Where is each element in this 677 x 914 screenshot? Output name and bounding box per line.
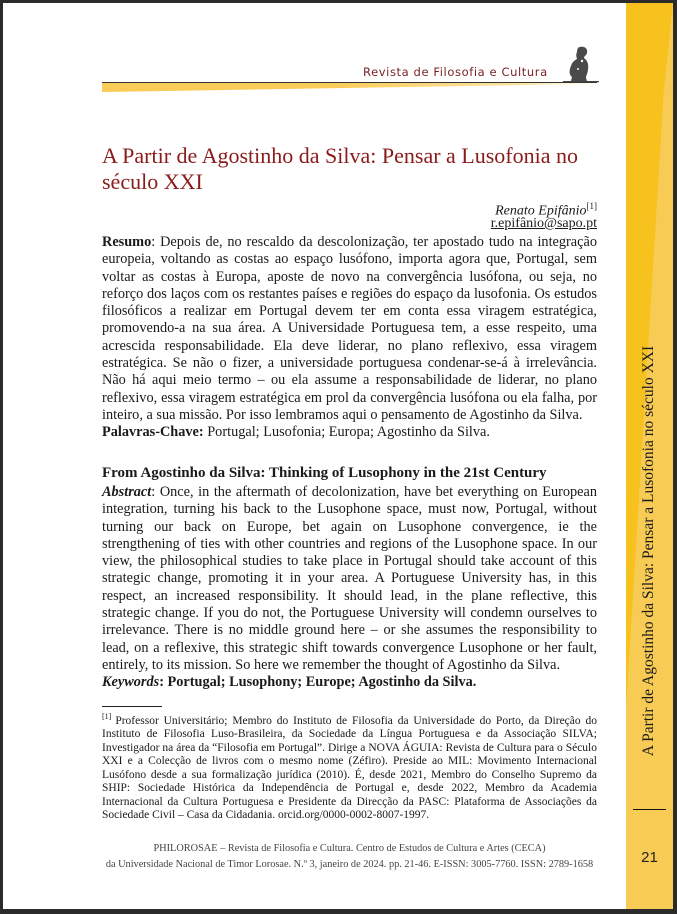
journal-header-title: Revista de Filosofia e Cultura bbox=[363, 65, 548, 79]
thinker-silhouette-icon bbox=[563, 45, 599, 83]
resumo-label: Resumo bbox=[102, 234, 152, 250]
footnote-text: Professor Universitário; Membro do Instituto de Filosofia da Universidade do Porto, da Direção do Instituto de Filosofia Luso-Brasileira, da Sociedade da Língua Portuguesa e da Associação SILVA; Investigador na área da “Filosofia em Portugal”. Dirige a NOVA ÁGUIA: Revista de Cultura para o Século XXI e a Colecção de livros com o mesmo nome (Zéfiro). Preside ao MIL: Movimento Internacional Lusófono desde a sua formalização jurídica (2010). É, desde 2021, Membro do Conselho Supremo da SHIP: Sociedade Histórica da Independência de Portugal e, desde 2022, Membro da Academia Internacional da Cultura Portuguesa e Presidente da Direcção da PASC: Plataforma de Associações da Sociedade Civil – Casa da Cidadania. orcid.org/0000-0002-8007-1997. bbox=[102, 714, 597, 822]
footnote bbox=[102, 710, 597, 823]
abstract-text: : Once, in the aftermath of decolonization, have bet everything on European integration, turning his back to the Lusophone space, must now, Portugal, without turning our back on Europe, bet again on Lusophone convergence, ie the strengthening of ties with other countries and regions of the Lusophone space. In our view, the philosophical studies to take place in Portugal should take account of this strategic change, promoting it in your area. A Portuguese University has, in this respect, an increased responsibility. It should lead, in the plane reflective, this strategic change. If you do not, the Portuguese University will condemn ourselves to irrelevance. There is no middle ground here – or she assumes the responsibility to lead, on a reflexive, this strategic shift towards convergence Lusophone or her fault, entirely, to its mission. So here we remember the thought of Agostinho da Silva. bbox=[102, 484, 597, 673]
english-title: From Agostinho da Silva: Thinking of Lusophony in the 21st Century bbox=[102, 465, 547, 481]
header-accent-strip bbox=[102, 83, 597, 92]
footer-line-1: PHILOROSAE – Revista de Filosofia e Cultura. Centro de Estudos de Cultura e Artes (CECA) bbox=[153, 843, 546, 854]
palavras-chave-label: Palavras-Chave: bbox=[102, 424, 204, 441]
author-email-link[interactable]: r.epifânio@sapo.pt bbox=[490, 216, 597, 231]
keywords-label: Keywords bbox=[102, 674, 160, 691]
header-rule bbox=[102, 82, 597, 83]
footnote-ref: [1] bbox=[102, 712, 112, 721]
article-title: A Partir de Agostinho da Silva: Pensar a Lusofonia no século XXI bbox=[102, 143, 578, 194]
resumo-section bbox=[102, 234, 597, 442]
palavras-chave-values: Portugal; Lusofonia; Europa; Agostinho da Silva. bbox=[203, 424, 490, 441]
document-page bbox=[3, 3, 673, 909]
footnote-separator bbox=[102, 706, 162, 707]
author-footnote-ref[interactable]: [1] bbox=[586, 201, 597, 211]
abstract-label: Abstract bbox=[102, 484, 152, 500]
page-footer bbox=[102, 841, 597, 873]
resumo-text: : Depois de, no rescaldo da descolonização, ter apostado tudo na integração europeia, voltando as costas ao espaço lusófono, importa agora que, Portugal, sem voltar as costas à Europa, aposte de novo na convergência lusófona, ou seja, no reforço dos laços com os restantes países e regiões do espaço da lusofonia. Os estudos filosóficos a realizar em Portugal devem ter em conta essa viragem estratégica, promovendo-a na sua área. A Universidade Portuguesa tem, a esse respeito, uma acrescida responsabilidade. Ela deve liderar, no plano reflexivo, essa viragem estratégica. Se não o fizer, a universidade portuguesa condenar-se-á à irrelevância. Não há aqui meio termo – ou ela assume a responsabilidade de liderar, no plano reflexivo, essa viragem estratégica em prol da convergência lusófona ou ela falha, por inteiro, a sua missão. Por isso lembramos aqui o pensamento de Agostinho da Silva. bbox=[102, 234, 597, 423]
keywords-values: : Portugal; Lusophony; Europe; Agostinho da Silva. bbox=[159, 674, 477, 691]
page-number: 21 bbox=[641, 849, 658, 866]
abstract-section bbox=[102, 484, 597, 692]
author-name: Renato Epifânio bbox=[495, 203, 587, 219]
running-title-vertical: A Partir de Agostinho da Silva: Pensar a Lusofonia no século XXI bbox=[640, 345, 657, 757]
footer-line-2: da Universidade Nacional de Timor Lorosae. N.º 3, janeiro de 2024. pp. 21-46. E-ISSN: 3005-7760. ISSN: 2789-1658 bbox=[105, 859, 594, 870]
page-number-divider bbox=[633, 809, 666, 810]
